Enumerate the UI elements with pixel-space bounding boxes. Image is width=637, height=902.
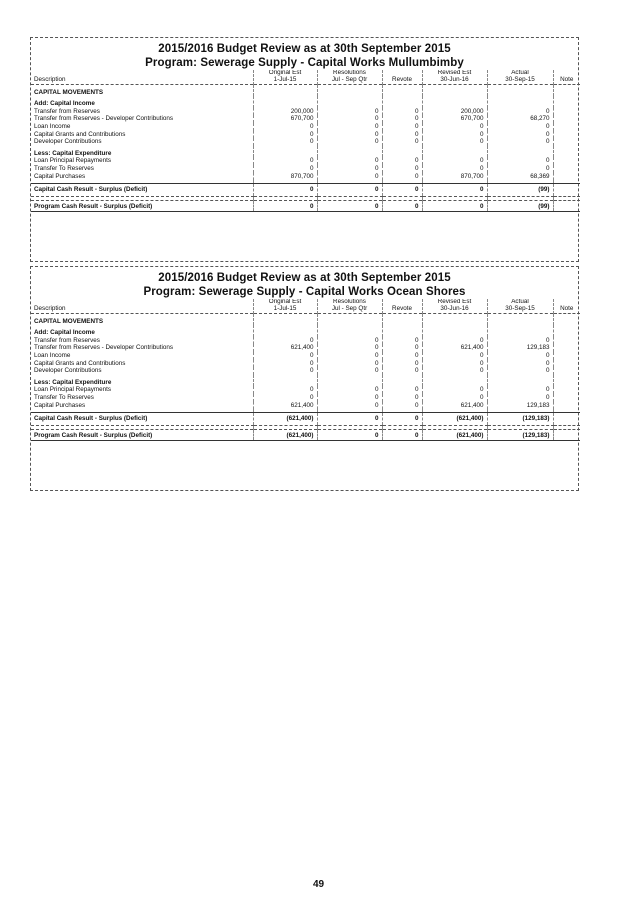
budget-table — [31, 299, 580, 441]
table-title: 2015/2016 Budget Review as at 30th September 2015 — [158, 43, 451, 55]
column-header-revised-est: Revised Est 30-Jun-16 — [422, 70, 487, 84]
program-result-row: Program Cash Result - Surplus (Deficit) (621,400) 0 0 (621,400) (129,183) — [31, 429, 580, 441]
header-row — [31, 70, 580, 84]
section-heading: CAPITAL MOVEMENTS — [34, 317, 104, 325]
group-label-expenditure: Less: Capital Expenditure — [34, 378, 112, 386]
table-row: Capital Purchases 621,400 0 0 621,400 129,183 — [31, 402, 580, 410]
capital-result-row: Capital Cash Result - Surplus (Deficit) (621,400) 0 0 (621,400) (129,183) — [31, 413, 580, 426]
table-row: Developer Contributions 0 0 0 0 0 — [31, 138, 580, 146]
group-label-expenditure: Less: Capital Expenditure — [34, 149, 112, 157]
column-header-description: Description — [34, 75, 66, 83]
table-row: Loan Income 0 0 0 0 0 — [31, 123, 580, 131]
group-label-income: Add: Capital Income — [34, 100, 95, 108]
column-header-revote: Revote — [382, 70, 422, 84]
column-header-original-est: Original Est 1-Jul-15 — [253, 299, 317, 313]
table-row: Transfer from Reserves 200,000 0 0 200,000 0 — [31, 108, 580, 116]
table-row: Developer Contributions 0 0 0 0 0 — [31, 367, 580, 375]
group-label-income: Add: Capital Income — [34, 329, 95, 337]
table-row: Transfer from Reserves 0 0 0 0 0 — [31, 337, 580, 345]
table-row: Capital Grants and Contributions 0 0 0 0 0 — [31, 131, 580, 139]
column-header-description: Description — [34, 304, 66, 312]
table-title: 2015/2016 Budget Review as at 30th September 2015 — [158, 272, 451, 284]
header-row — [31, 299, 580, 313]
table-row: Loan Principal Repayments 0 0 0 0 0 — [31, 157, 580, 165]
column-header-actual: Actual 30-Sep-15 — [487, 70, 553, 84]
table-row: Transfer To Reserves 0 0 0 0 0 — [31, 394, 580, 402]
table-subtitle: Program: Sewerage Supply - Capital Works Mullumbimby — [145, 57, 464, 69]
column-header-actual: Actual 30-Sep-15 — [487, 299, 553, 313]
column-header-original-est: Original Est 1-Jul-15 — [253, 70, 317, 84]
column-header-resolutions: Resolutions Jul - Sep Qtr — [317, 299, 382, 313]
budget-table — [31, 70, 580, 212]
budget-table-mullumbimby — [30, 37, 579, 262]
group-label-row — [31, 146, 580, 158]
section-heading-row — [31, 313, 580, 325]
column-header-resolutions: Resolutions Jul - Sep Qtr — [317, 70, 382, 84]
section-heading: CAPITAL MOVEMENTS — [34, 88, 104, 96]
table-row: Transfer To Reserves 0 0 0 0 0 — [31, 165, 580, 173]
group-label-row — [31, 325, 580, 337]
budget-table-ocean-shores — [30, 266, 579, 491]
table-row: Loan Principal Repayments 0 0 0 0 0 — [31, 386, 580, 394]
table-row: Transfer from Reserves - Developer Contributions 670,700 0 0 670,700 68,270 — [31, 115, 580, 123]
column-header-note: Note — [553, 70, 580, 84]
group-label-row — [31, 96, 580, 108]
program-result-row: Program Cash Result - Surplus (Deficit) 0 0 0 0 (99) — [31, 200, 580, 212]
table-row: Capital Grants and Contributions 0 0 0 0 0 — [31, 360, 580, 368]
column-header-revote: Revote — [382, 299, 422, 313]
table-row: Transfer from Reserves - Developer Contributions 621,400 0 0 621,400 129,183 — [31, 344, 580, 352]
column-header-note: Note — [553, 299, 580, 313]
section-heading-row — [31, 84, 580, 96]
group-label-row — [31, 375, 580, 387]
page-number: 49 — [312, 879, 325, 890]
capital-result-row: Capital Cash Result - Surplus (Deficit) 0 0 0 0 (99) — [31, 184, 580, 197]
table-row: Loan Income 0 0 0 0 0 — [31, 352, 580, 360]
table-row: Capital Purchases 870,700 0 0 870,700 68,369 — [31, 173, 580, 181]
table-subtitle: Program: Sewerage Supply - Capital Works Ocean Shores — [143, 286, 466, 298]
column-header-revised-est: Revised Est 30-Jun-16 — [422, 299, 487, 313]
